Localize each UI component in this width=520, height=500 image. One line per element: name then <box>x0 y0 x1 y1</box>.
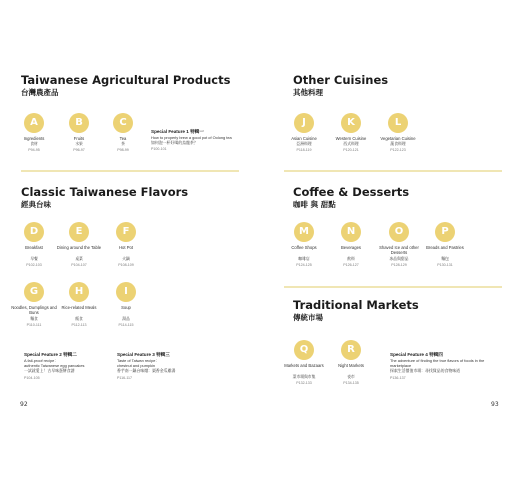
item-label-zh: 火鍋 <box>122 257 130 261</box>
special-feature-title: Special Feature 3 特輯三 <box>117 352 170 357</box>
item-page-ref: P98-99 <box>117 148 129 153</box>
item-label-zh: 咖啡店 <box>298 257 310 261</box>
item-label-en: Rice-related Meals <box>61 305 97 310</box>
letter-badge: Q <box>294 340 314 360</box>
item-o[interactable] <box>375 222 423 268</box>
letter-badge: P <box>435 222 455 242</box>
item-label-zh: 桌菜 <box>75 257 83 261</box>
item-g[interactable] <box>10 282 58 328</box>
section-divider <box>284 170 502 172</box>
letter-badge: J <box>294 113 314 133</box>
item-label-en: Noodles, Dumplings and Buns <box>11 305 57 316</box>
section-title-classic: Classic Taiwanese Flavors <box>21 185 189 199</box>
letter-badge: N <box>341 222 361 242</box>
item-label-zh: 夜市 <box>347 375 355 379</box>
letter-badge: I <box>116 282 136 302</box>
special-feature-page: P136-137 <box>390 375 406 380</box>
item-page-ref: P94-95 <box>28 148 40 153</box>
item-label-en: Breakfast <box>25 245 43 250</box>
page-number-left: 92 <box>20 401 28 408</box>
special-feature-2[interactable] <box>24 352 114 381</box>
item-label-en: Dining around the Table <box>56 245 102 250</box>
item-label-en: Night Markets <box>338 363 364 368</box>
item-page-ref: P122-123 <box>390 148 406 153</box>
item-label-zh: 水果 <box>75 142 83 147</box>
special-feature-title: Special Feature 4 特輯四 <box>390 352 443 357</box>
special-feature-line: chestnut and pumpkin <box>117 363 156 369</box>
item-page-ref: P128-129 <box>391 263 407 267</box>
item-label-zh: 麵包 <box>441 257 449 261</box>
item-label-en: Breads and Pastries <box>426 245 464 250</box>
special-feature-page: P104-105 <box>24 375 40 380</box>
item-m[interactable] <box>280 222 328 268</box>
item-f[interactable] <box>102 222 150 268</box>
section-divider <box>284 286 502 288</box>
letter-badge: D <box>24 222 44 242</box>
section-title-agricultural: Taiwanese Agricultural Products <box>21 73 231 87</box>
item-label-zh: 菜市場與市集 <box>292 375 316 379</box>
item-label-zh: 蔬食料理 <box>390 142 406 147</box>
item-label-en: Tea <box>119 136 127 141</box>
special-feature-title: Special Feature 2 特輯二 <box>24 352 77 357</box>
item-label-en: Shaved Ice and other Desserts <box>379 245 419 256</box>
item-page-ref: P104-107 <box>71 263 87 267</box>
item-label-zh: 茶 <box>121 142 125 147</box>
item-page-ref: P114-115 <box>118 323 134 327</box>
item-c[interactable] <box>99 113 147 153</box>
item-page-ref: P130-131 <box>437 263 453 267</box>
item-page-ref: P124-125 <box>296 263 312 267</box>
item-q[interactable] <box>280 340 328 386</box>
section-subtitle-agricultural: 台灣農產品 <box>21 88 59 97</box>
item-label-zh: 冰品與甜品 <box>389 257 409 261</box>
letter-badge: M <box>294 222 314 242</box>
special-feature-1[interactable] <box>151 129 256 153</box>
special-feature-line: 一試就愛上！古早味蛋餅食譜 <box>24 368 75 374</box>
item-label-zh: 飲料 <box>347 257 355 261</box>
special-feature-page: P100-101 <box>151 147 167 152</box>
special-feature-4[interactable] <box>390 352 502 381</box>
item-page-ref: P102-103 <box>26 263 42 267</box>
special-feature-3[interactable] <box>117 352 207 381</box>
letter-badge: B <box>69 113 89 133</box>
special-feature-line: Taste of Taiwan recipe： <box>117 358 160 363</box>
item-j[interactable] <box>280 113 328 153</box>
item-page-ref: P120-121 <box>343 148 359 153</box>
section-subtitle-markets: 傳統市場 <box>293 313 323 322</box>
item-label-en: Coffee Shops <box>291 245 317 250</box>
item-page-ref: P134-135 <box>343 381 359 385</box>
item-label-zh: 食材 <box>30 142 38 147</box>
item-page-ref: P118-119 <box>296 148 312 153</box>
item-label-en: Fruits <box>73 136 85 141</box>
item-b[interactable] <box>55 113 103 153</box>
special-feature-line: 香芋南一鍋台味燉：栗香金瓜雞湯 <box>117 368 176 374</box>
page-number-right: 93 <box>491 401 499 408</box>
letter-badge: C <box>113 113 133 133</box>
item-label-en: Markets and Bazaars <box>284 363 324 368</box>
item-page-ref: P132-133 <box>296 381 312 385</box>
item-label-zh: 飯食 <box>75 317 83 321</box>
item-h[interactable] <box>55 282 103 328</box>
item-r[interactable] <box>327 340 375 386</box>
section-title-other-cuisines: Other Cuisines <box>293 73 389 87</box>
item-label-en: Beverages <box>340 245 362 250</box>
special-feature-line: A fail-proof recipe： <box>24 358 59 363</box>
special-feature-line: 探索生活價值市場：尋找貨品的食物味道 <box>390 368 461 374</box>
item-label-en: Soup <box>121 305 131 310</box>
item-page-ref: P110-111 <box>26 323 42 327</box>
special-feature-line: How to properly brew a good pot of Oolong tea <box>151 135 232 140</box>
item-n[interactable] <box>327 222 375 268</box>
letter-badge: A <box>24 113 44 133</box>
letter-badge: R <box>341 340 361 360</box>
item-page-ref: P96-97 <box>73 148 85 153</box>
item-page-ref: P112-113 <box>71 323 87 327</box>
section-subtitle-coffee: 咖啡 與 甜點 <box>293 200 336 209</box>
item-i[interactable] <box>102 282 150 328</box>
special-feature-line: The adventure of finding the true flavors of foods in the marketplace <box>390 358 485 369</box>
item-label-en: Ingredients <box>23 136 45 141</box>
section-divider <box>21 170 239 172</box>
special-feature-line: authentic Taiwanese egg pancakes <box>24 363 85 369</box>
letter-badge: H <box>69 282 89 302</box>
item-d[interactable] <box>10 222 58 268</box>
item-label-en: Vegetarian Cuisine <box>380 136 416 141</box>
item-k[interactable] <box>327 113 375 153</box>
item-label-zh: 湯品 <box>122 317 130 321</box>
item-page-ref: P108-109 <box>118 263 134 267</box>
special-feature-page: P116-117 <box>117 375 133 380</box>
item-label-zh: 亞洲料理 <box>296 142 312 147</box>
letter-badge: G <box>24 282 44 302</box>
letter-badge: O <box>389 222 409 242</box>
letter-badge: F <box>116 222 136 242</box>
item-a[interactable] <box>10 113 58 153</box>
item-l[interactable] <box>374 113 422 153</box>
special-feature-line: 如何泡一杯好喝的烏龍茶？ <box>151 140 198 146</box>
letter-badge: K <box>341 113 361 133</box>
item-label-zh: 西式料理 <box>343 142 359 147</box>
item-label-en: Hot Pot <box>119 245 133 250</box>
section-subtitle-classic: 經典台味 <box>21 200 51 209</box>
item-label-zh: 麵食 <box>30 317 38 321</box>
item-e[interactable] <box>55 222 103 268</box>
item-label-en: Western Cuisine <box>335 136 367 141</box>
letter-badge: L <box>388 113 408 133</box>
section-title-coffee: Coffee & Desserts <box>293 185 410 199</box>
item-p[interactable] <box>421 222 469 268</box>
section-subtitle-other-cuisines: 其他料理 <box>293 88 323 97</box>
special-feature-title: Special Feature 1 特輯一 <box>151 129 204 134</box>
item-page-ref: P126-127 <box>343 263 359 267</box>
section-title-markets: Traditional Markets <box>293 298 419 312</box>
item-label-zh: 早餐 <box>30 257 38 261</box>
letter-badge: E <box>69 222 89 242</box>
item-label-en: Asian Cuisine <box>291 136 317 141</box>
